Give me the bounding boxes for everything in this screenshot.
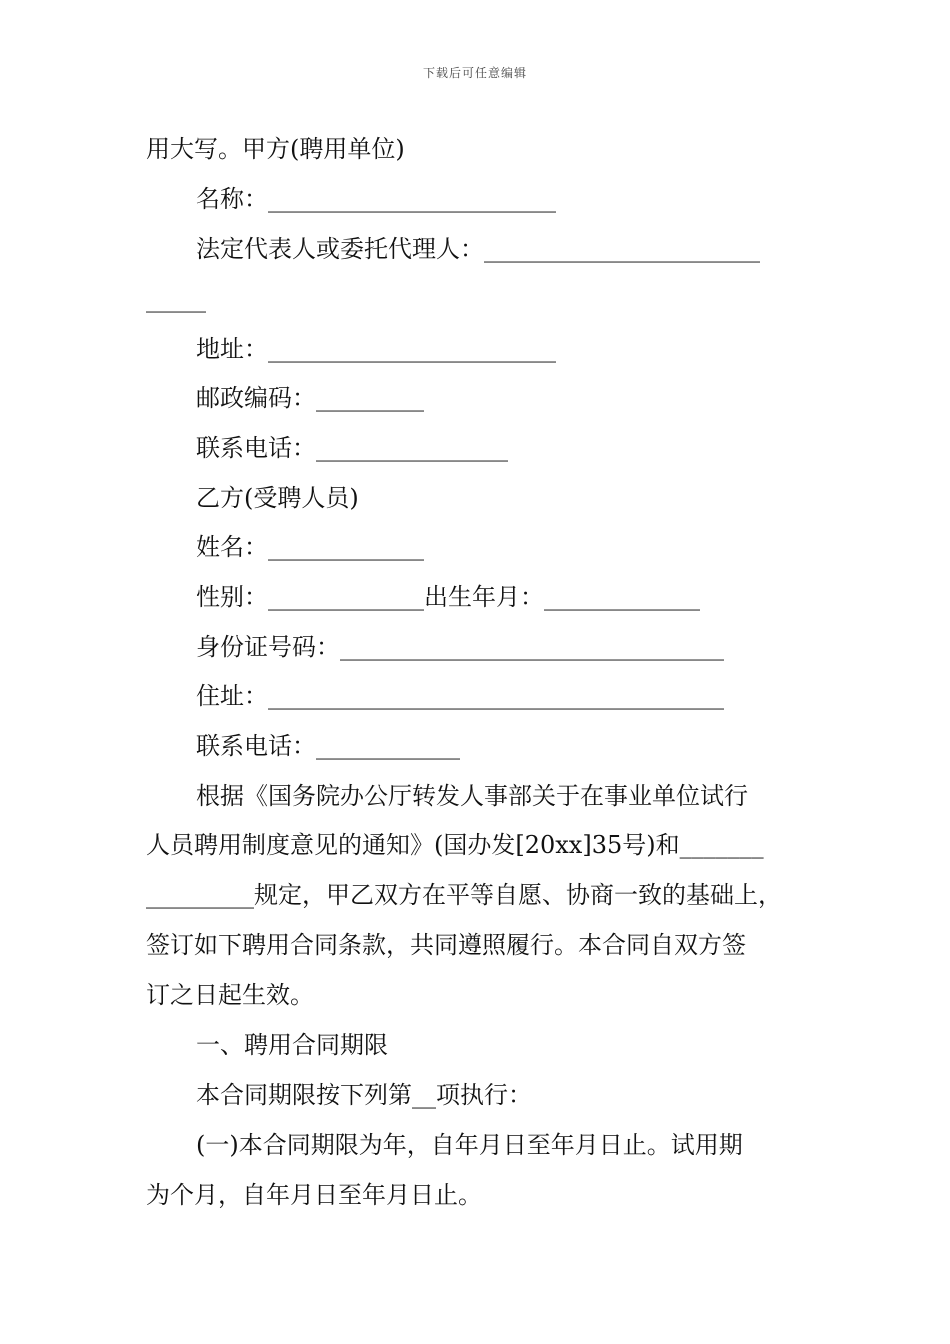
contract-term-intro: 本合同期限按下列第__项执行： <box>196 1081 532 1109</box>
contract-term-item-continued: 为个月，自年月日至年月日止。 <box>146 1181 482 1209</box>
party-b-heading: 乙方(受聘人员) <box>196 484 359 512</box>
contract-paragraph-line: 根据《国务院办公厅转发人事部关于在事业单位试行 <box>196 782 748 810</box>
page-header-note: 下载后可任意编辑 <box>422 66 527 80</box>
party-b-address-field: 住址：______________________________________ <box>196 682 724 710</box>
party-b-name-field: 姓名：_____________ <box>196 533 424 561</box>
contract-text-line: 用大写。甲方(聘用单位) <box>146 135 405 163</box>
contract-paragraph-line: _________规定，甲乙双方在平等自愿、协商一致的基础上， <box>146 881 782 909</box>
party-a-phone-field: 联系电话：________________ <box>196 434 508 462</box>
contract-paragraph-line: 签订如下聘用合同条款，共同遵照履行。本合同自双方签 <box>146 931 746 959</box>
contract-paragraph-line: 人员聘用制度意见的通知》(国办发[20xx]35号)和_______ <box>146 831 764 859</box>
contract-paragraph-line: 订之日起生效。 <box>146 981 314 1009</box>
party-a-postcode-field: 邮政编码：_________ <box>196 384 424 412</box>
party-a-representative-field-continued: _____ <box>146 285 206 313</box>
party-b-phone-field: 联系电话：____________ <box>196 732 460 760</box>
party-a-representative-field: 法定代表人或委托代理人：_______________________ <box>196 235 760 263</box>
section-heading-term: 一、聘用合同期限 <box>196 1031 388 1059</box>
party-b-id-number-field: 身份证号码：________________________________ <box>196 633 724 661</box>
party-a-address-field: 地址：________________________ <box>196 335 556 363</box>
party-b-gender-birth-field: 性别：_____________出生年月：_____________ <box>196 583 700 611</box>
contract-term-item: (一)本合同期限为年，自年月日至年月日止。试用期 <box>196 1131 743 1159</box>
party-a-name-field: 名称：________________________ <box>196 185 556 213</box>
